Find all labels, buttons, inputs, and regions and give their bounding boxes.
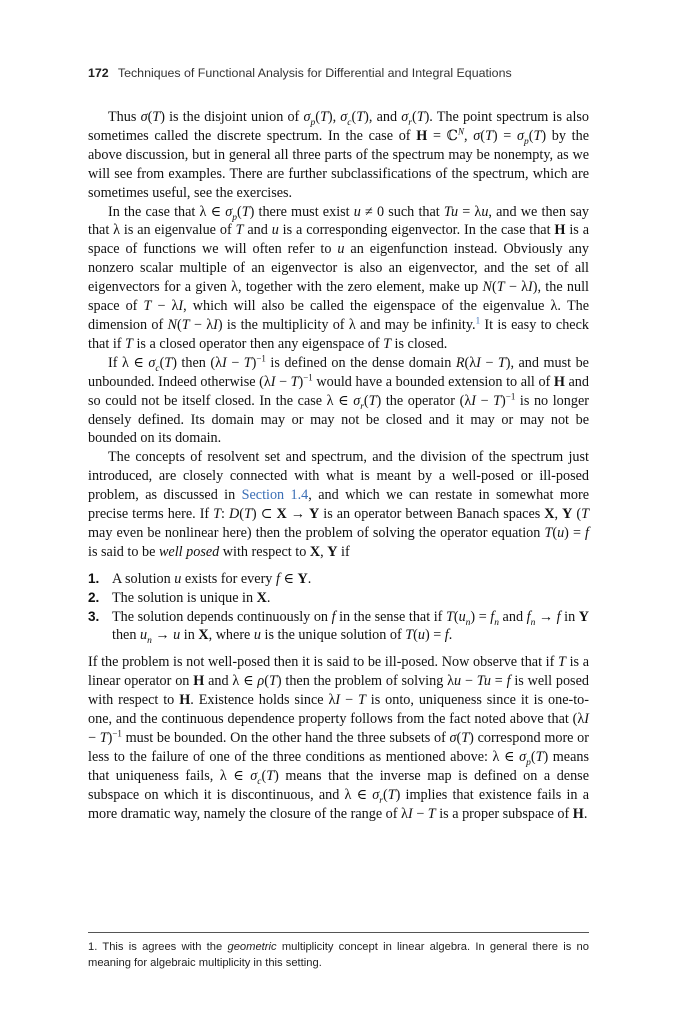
footnote: 1. This is agrees with the geometric multiplicity concept in linear algebra. In general there is no meaning for algebraic multiplicity in this setting. xyxy=(88,941,589,969)
footnote-marker[interactable]: 1 xyxy=(475,315,481,326)
page-number: 172 xyxy=(88,66,109,80)
list-item-text: The solution depends continuously on f in the sense that if $T(u_n) = f_n$ and $f_n \to f$ in Y then $u_n \to u$ in X, where u is the unique solution of T(u) = f. xyxy=(112,608,589,647)
list-item-text: A solution u exists for every f ∈ Y. xyxy=(112,570,312,587)
list-number: 2. xyxy=(88,589,100,605)
running-header xyxy=(88,66,608,80)
section-link[interactable]: Section 1.4 xyxy=(241,487,309,504)
paragraph-5: If the problem is not well-posed then it is said to be ill-posed. Now observe that if T is a linear operator on H and λ ∈ ρ(T) then the problem of solving λu − Tu = f is well posed with respect to H. Existence holds since λI − T is onto, uniqueness since it is one-to-one, and the continuous dependence property follows from the fact noted above that $(\lambda I - T)^{-1}$ must be bounded. On the other hand the three subsets of σ(T) correspond more or less to the failure of one of the three conditions as mentioned above: λ ∈ $\sigma_p(T)$ means that uniqueness fails, λ ∈ $\sigma_c(T)$ means that the inverse map is defined on a dense subspace on which it is discontinuous, and λ ∈ $\sigma_r(T)$ implies that existence fails in a more dramatic way, namely the closure of the range of λI − T is a proper subspace of H. xyxy=(88,654,590,822)
paragraph-4: The concepts of resolvent set and spectrum, and the division of the spectrum just introduced, are closely connected with what is meant by a well-posed or ill-posed problem, as discussed in Section 1.4, and which we can restate in somewhat more precise terms here. If T: D(T) ⊂ X → Y is an operator between Banach spaces X, Y (T may even be nonlinear here) then the problem of solving the operator equation T(u) = f is said to be well posed with respect to X, Y if xyxy=(88,449,590,560)
list-item xyxy=(88,570,589,589)
list-number: 3. xyxy=(88,608,100,624)
list-item xyxy=(88,608,589,646)
well-posed-conditions-list xyxy=(88,570,589,646)
running-title: Techniques of Functional Analysis for Differential and Integral Equations xyxy=(117,66,512,80)
list-item-text: The solution is unique in X. xyxy=(112,589,271,606)
list-item xyxy=(88,589,589,608)
footnote-divider xyxy=(88,932,589,933)
paragraph-3: If λ ∈ $\sigma_c(T)$ then $(\lambda I - T)^{-1}$ is defined on the dense domain R(λI − T), and must be unbounded. Indeed otherwise $(\lambda I - T)^{-1}$ would have a bounded extension to all of H and so could not be itself closed. In the case λ ∈ $\sigma_r(T)$ the operator $(\lambda I - T)^{-1}$ is no longer densely defined. Its domain may or may not be closed and it may or may not be bounded on its domain. xyxy=(88,353,589,447)
paragraph-2: In the case that λ ∈ $\sigma_p(T)$ there must exist u ≠ 0 such that Tu = λu, and we then say that λ is an eigenvalue of T and u is a corresponding eigenvector. In the case that H is a space of functions we will often refer to u an eigenfunction instead. Obviously any nonzero scalar multiple of an eigenvector is also an eigenvector, and the set of all eigenvectors for a given λ, together with the zero element, make up N(T − λI), the null space of T − λI, which will also be called the eigenspace of the eigenvalue λ. The dimension of N(T − λI) is the multiplicity of λ and may be infinity.$^1$ It is easy to check that if T is a closed operator then any eigenspace of T is closed. xyxy=(88,203,590,352)
list-number: 1. xyxy=(88,570,100,586)
paragraph-1: Thus σ(T) is the disjoint union of $\sigma_p(T)$, $\sigma_c(T)$, and $\sigma_r(T)$. The point spectrum is also sometimes called the discrete spectrum. In the case of H = ℂ$^N$, $\sigma(T) = \sigma_p(T)$ by the above discussion, but in general all three parts of the spectrum may be nonempty, as we will see from examples. There are further subclassifications of the spectrum, which are sometimes useful, see the exercises. xyxy=(88,109,590,201)
main-text xyxy=(88,108,589,824)
